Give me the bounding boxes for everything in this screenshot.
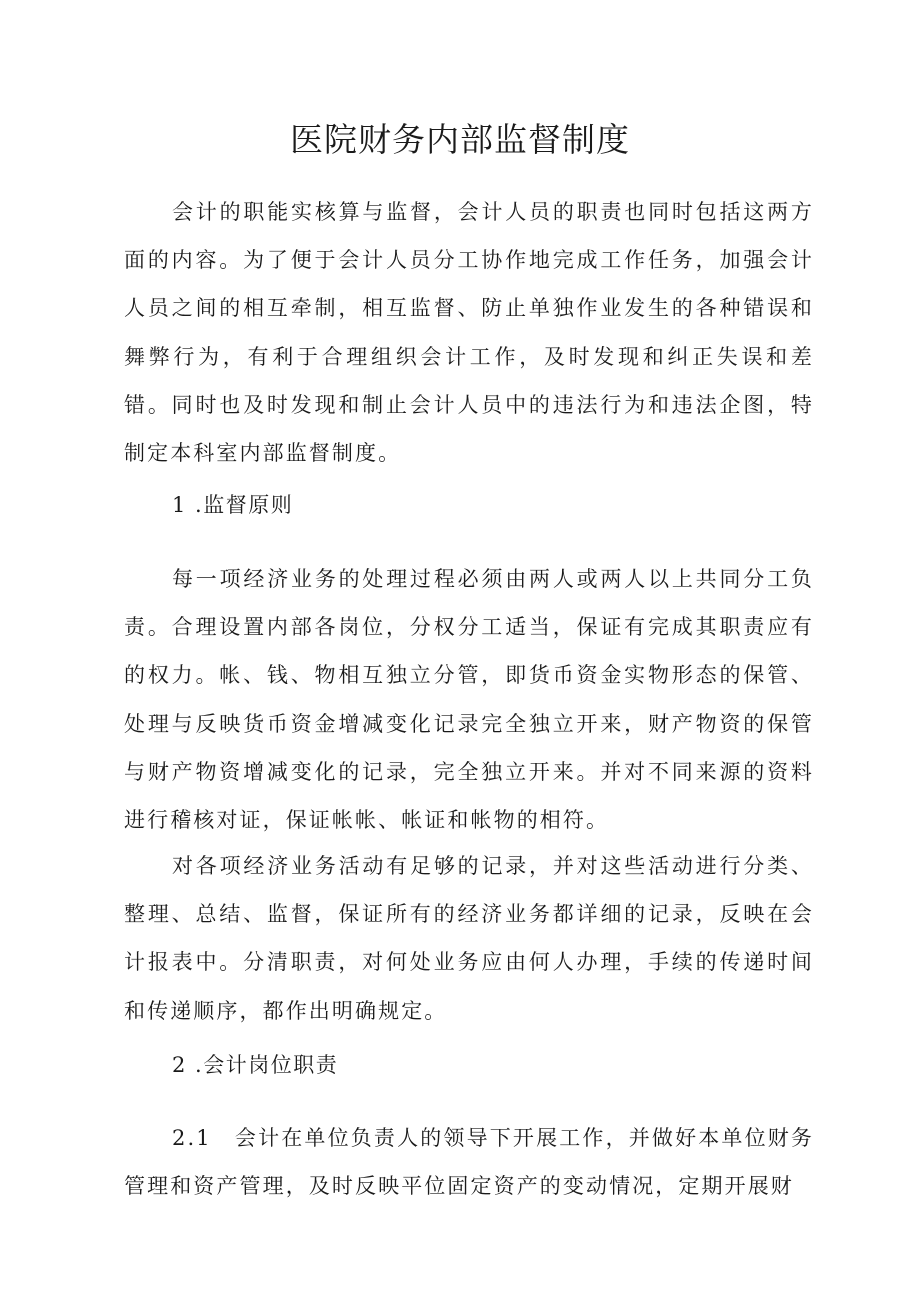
section1-paragraph-1: 每一项经济业务的处理过程必须由两人或两人以上共同分工负责。合理设置内部各岗位，分权分工适当，保证有完成其职责应有的权力。帐、钱、物相互独立分管，即货币资金实物形态的保管、处理与反映货币资金增减变化记录完全独立开来，财产物资的保管与财产物资增减变化的记录，完全独立开来。并对不同来源的资料进行稽核对证，保证帐帐、帐证和帐物的相符。 [124, 567, 814, 833]
section-heading-supervision-principles: 1 .监督原则 [172, 493, 294, 517]
section2-paragraph-1: 2.1 会计在单位负责人的领导下开展工作，并做好本单位财务管理和资产管理，及时反映平位固定资产的变动情况，定期开展财 [124, 1126, 814, 1199]
section1-paragraph-2: 对各项经济业务活动有足够的记录，并对这些活动进行分类、整理、总结、监督，保证所有的经济业务都详细的记录，反映在会计报表中。分清职责，对何处业务应由何人办理，手续的传递时间和传递顺序，都作出明确规定。 [124, 854, 814, 1023]
intro-paragraph: 会计的职能实核算与监督，会计人员的职责也同时包括这两方面的内容。为了便于会计人员分工协作地完成工作任务，加强会计人员之间的相互牵制，相互监督、防止单独作业发生的各种错误和舞弊行为，有利于合理组织会计工作，及时发现和纠正失误和差错。同时也及时发现和制止会计人员中的违法行为和违法企图，特制定本科室内部监督制度。 [124, 200, 814, 466]
section-heading-accounting-duties: 2 .会计岗位职责 [172, 1053, 339, 1077]
document-title: 医院财务内部监督制度 [290, 120, 630, 159]
